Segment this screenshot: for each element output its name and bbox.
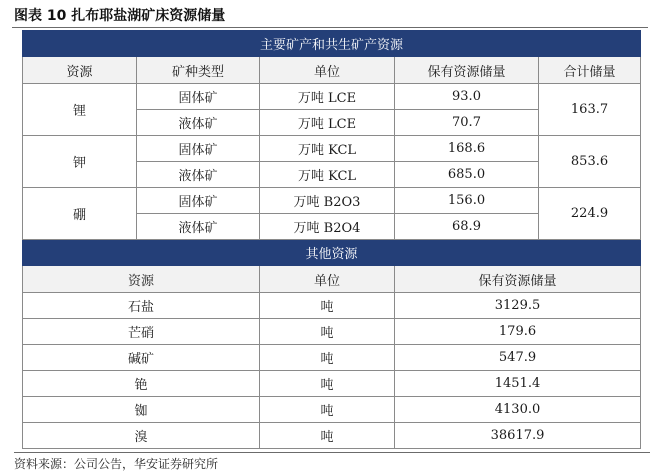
table-row: [23, 188, 641, 214]
resource-name-potassium: 钾: [23, 136, 137, 188]
other-reserve-cell: 4130.0: [395, 397, 641, 423]
source-note: 资料来源：公司公告，华安证券研究所: [14, 452, 650, 472]
unit-cell: 万吨 B2O3: [260, 188, 395, 214]
header-other-reserve: 保有资源储量: [395, 266, 641, 293]
table-row: [23, 345, 641, 371]
other-reserve-cell: 38617.9: [395, 423, 641, 449]
other-resource-name: 碱矿: [23, 345, 260, 371]
other-unit-cell: 吨: [260, 293, 395, 319]
ore-type-cell: 液体矿: [137, 162, 260, 188]
resource-name-lithium: 锂: [23, 84, 137, 136]
ore-type-cell: 固体矿: [137, 188, 260, 214]
table-row: [23, 423, 641, 449]
table-row: [23, 136, 641, 162]
reserve-cell: 168.6: [395, 136, 539, 162]
header-other-unit: 单位: [260, 266, 395, 293]
section1-band: 主要矿产和共生矿产资源: [23, 31, 641, 57]
figure-title: 图表 10 扎布耶盐湖矿床资源储量: [14, 8, 226, 24]
total-cell-boron: 224.9: [539, 188, 641, 240]
reserve-cell: 68.9: [395, 214, 539, 240]
other-resource-name: 铷: [23, 397, 260, 423]
other-unit-cell: 吨: [260, 345, 395, 371]
header-other-resource: 资源: [23, 266, 260, 293]
header-unit: 单位: [260, 57, 395, 84]
table-row: [23, 371, 641, 397]
other-unit-cell: 吨: [260, 371, 395, 397]
other-unit-cell: 吨: [260, 397, 395, 423]
header-reserve: 保有资源储量: [395, 57, 539, 84]
unit-cell: 万吨 B2O4: [260, 214, 395, 240]
ore-type-cell: 液体矿: [137, 110, 260, 136]
resource-name-boron: 硼: [23, 188, 137, 240]
reserve-cell: 685.0: [395, 162, 539, 188]
other-resource-name: 铯: [23, 371, 260, 397]
other-unit-cell: 吨: [260, 319, 395, 345]
total-cell-lithium: 163.7: [539, 84, 641, 136]
header-total: 合计储量: [539, 57, 641, 84]
table-row: [23, 293, 641, 319]
ore-type-cell: 液体矿: [137, 214, 260, 240]
resource-table: [22, 30, 641, 449]
ore-type-cell: 固体矿: [137, 136, 260, 162]
other-resource-name: 石盐: [23, 293, 260, 319]
section2-band: 其他资源: [23, 240, 641, 266]
other-reserve-cell: 179.6: [395, 319, 641, 345]
unit-cell: 万吨 KCL: [260, 136, 395, 162]
reserve-cell: 156.0: [395, 188, 539, 214]
other-reserve-cell: 3129.5: [395, 293, 641, 319]
unit-cell: 万吨 KCL: [260, 162, 395, 188]
total-cell-potassium: 853.6: [539, 136, 641, 188]
ore-type-cell: 固体矿: [137, 84, 260, 110]
header-resource: 资源: [23, 57, 137, 84]
other-reserve-cell: 1451.4: [395, 371, 641, 397]
other-reserve-cell: 547.9: [395, 345, 641, 371]
other-unit-cell: 吨: [260, 423, 395, 449]
unit-cell: 万吨 LCE: [260, 84, 395, 110]
other-resource-name: 芒硝: [23, 319, 260, 345]
table-row: [23, 397, 641, 423]
table-row: [23, 84, 641, 110]
unit-cell: 万吨 LCE: [260, 110, 395, 136]
header-ore-type: 矿种类型: [137, 57, 260, 84]
reserve-cell: 70.7: [395, 110, 539, 136]
other-resource-name: 溴: [23, 423, 260, 449]
reserve-cell: 93.0: [395, 84, 539, 110]
title-rule: [12, 27, 648, 28]
table-row: [23, 319, 641, 345]
